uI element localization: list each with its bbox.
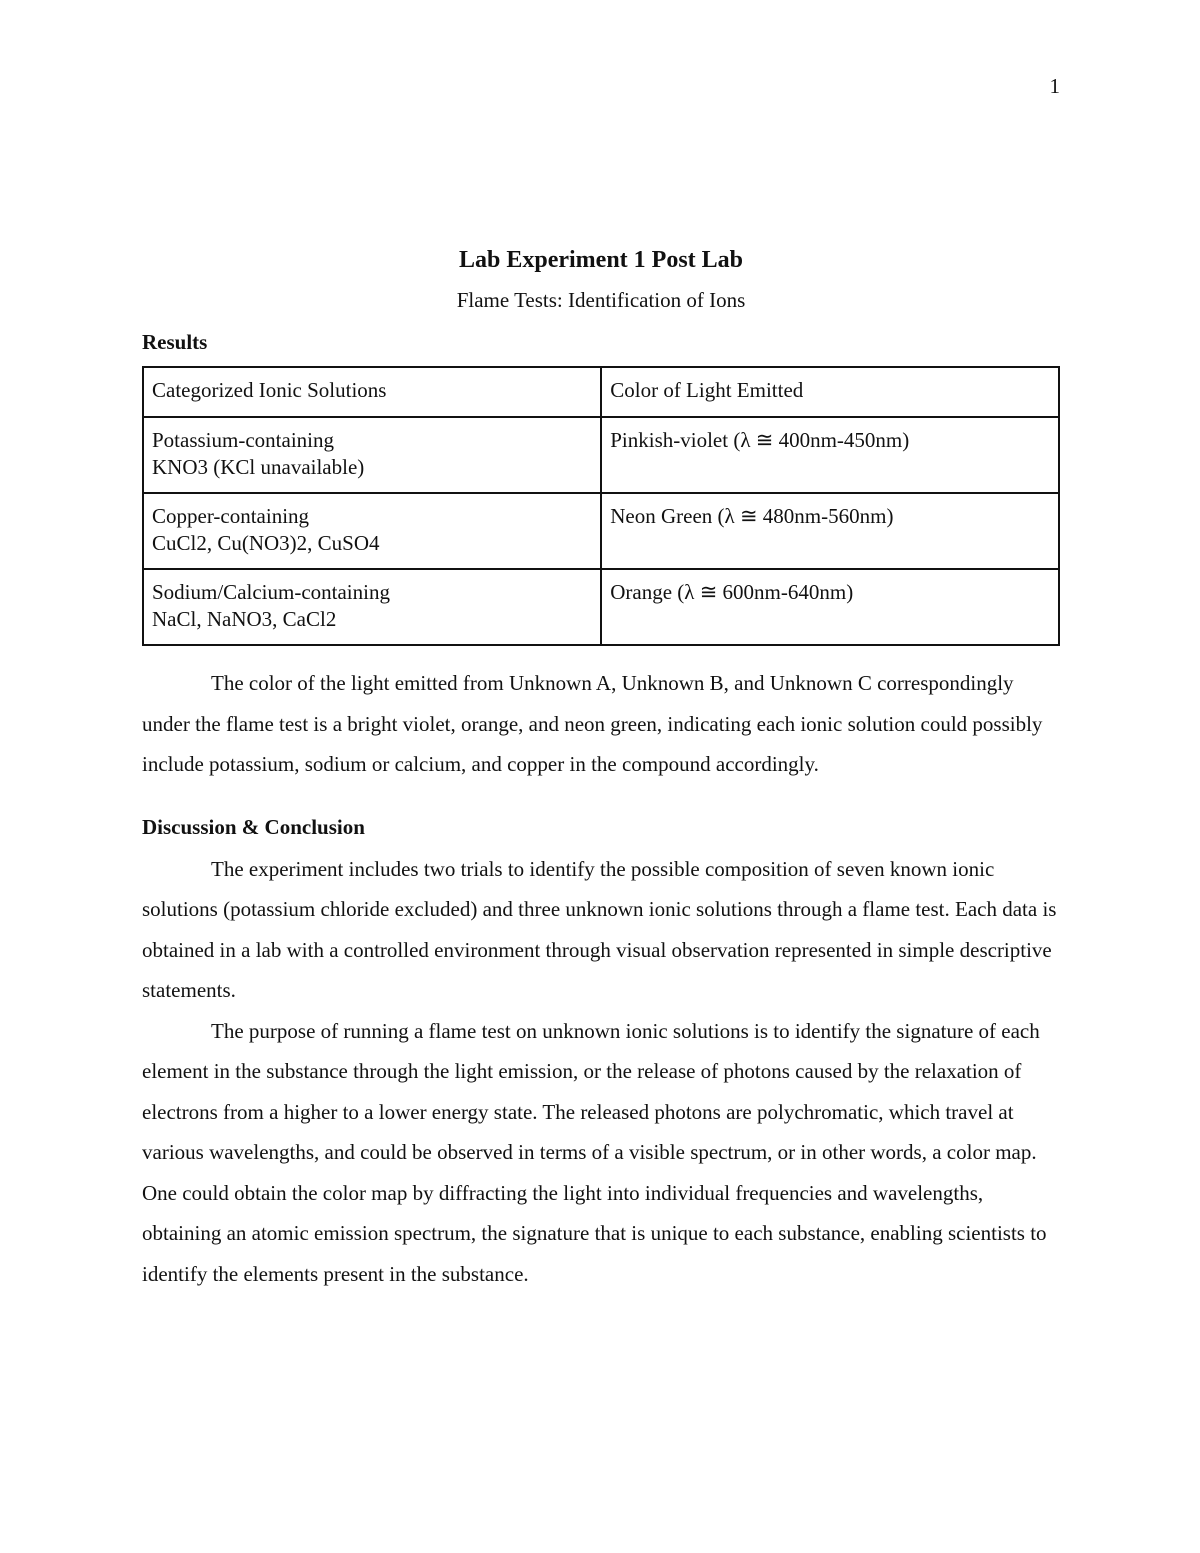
table-cell-color: Neon Green (λ ≅ 480nm-560nm) xyxy=(601,493,1059,569)
document-title: Lab Experiment 1 Post Lab xyxy=(458,247,743,273)
solution-compounds: KNO3 (KCl unavailable) xyxy=(152,455,365,479)
page-number: 1 xyxy=(1049,74,1060,98)
table-cell-color: Orange (λ ≅ 600nm-640nm) xyxy=(601,569,1059,645)
table-row xyxy=(143,493,1059,569)
solution-compounds: CuCl2, Cu(NO3)2, CuSO4 xyxy=(152,531,380,555)
table-header-cell: Categorized Ionic Solutions xyxy=(143,367,601,417)
table-row xyxy=(143,569,1059,645)
table-cell-solution xyxy=(143,493,601,569)
table-header-cell: Color of Light Emitted xyxy=(601,367,1059,417)
results-paragraph: The color of the light emitted from Unknown A, Unknown B, and Unknown C correspondingly under the flame test is a bright violet, orange, and neon green, indicating each ionic solution could possibly include potassium, sodium or calcium, and copper in the compound accordingly. xyxy=(142,671,1043,776)
solution-category: Copper-containing xyxy=(152,504,310,528)
table-cell-solution xyxy=(143,417,601,493)
discussion-heading: Discussion & Conclusion xyxy=(142,814,365,839)
solution-category: Sodium/Calcium-containing xyxy=(152,580,390,604)
table-row xyxy=(143,417,1059,493)
table-header-row xyxy=(143,367,1059,417)
solution-category: Potassium-containing xyxy=(152,428,334,452)
table-cell-color: Pinkish-violet (λ ≅ 400nm-450nm) xyxy=(601,417,1059,493)
document-body xyxy=(142,244,1060,1294)
results-heading: Results xyxy=(142,330,208,354)
document-subtitle: Flame Tests: Identification of Ions xyxy=(456,288,746,312)
table-cell-solution xyxy=(143,569,601,645)
discussion-paragraph: The purpose of running a flame test on unknown ionic solutions is to identify the signature of each element in the substance through the light emission, or the release of photons caused by the relaxation of electrons from a higher to a lower energy state. The released photons are polychromatic, which travel at various wavelengths, and could be observed in terms of a visible spectrum, or in other words, a color map. One could obtain the color map by diffracting the light into individual frequencies and wavelengths, obtaining an atomic emission spectrum, the signature that is unique to each substance, enabling scientists to identify the elements present in the substance. xyxy=(142,1018,1047,1286)
solution-compounds: NaCl, NaNO3, CaCl2 xyxy=(152,607,337,631)
discussion-paragraph: The experiment includes two trials to identify the possible composition of seven known ionic solutions (potassium chloride excluded) and three unknown ionic solutions through a flame test. Each data is obtained in a lab with a controlled environment through visual observation represented in simple descriptive statements. xyxy=(142,856,1057,1002)
results-table xyxy=(142,366,1060,646)
